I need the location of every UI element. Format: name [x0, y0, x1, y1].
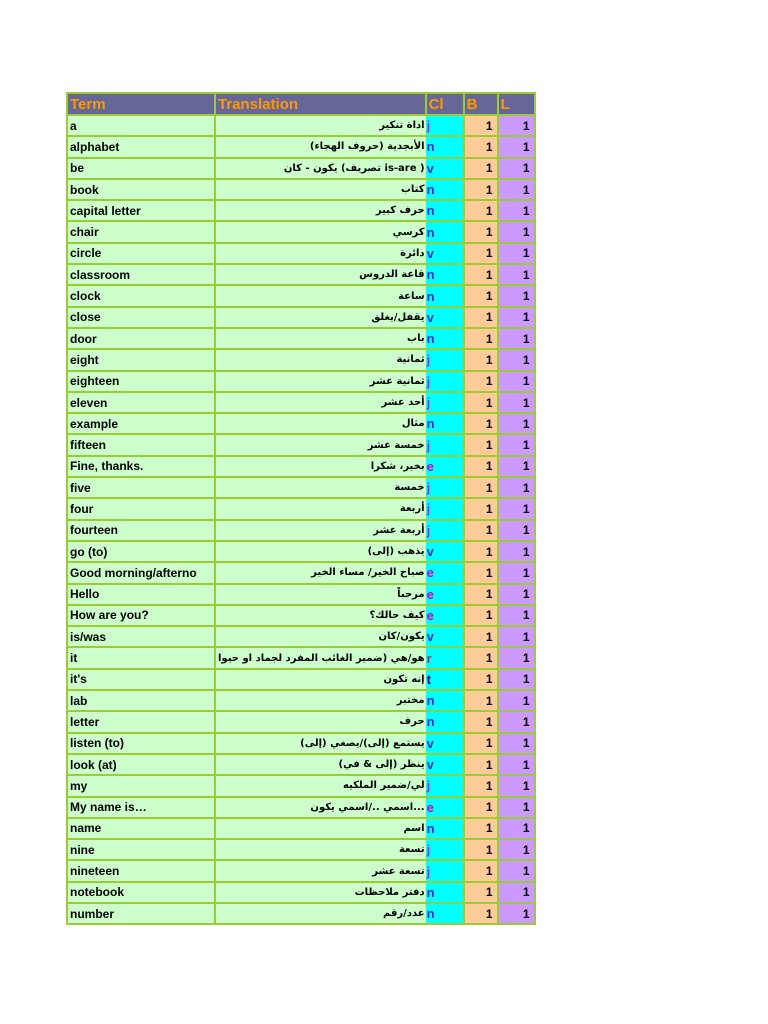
translation-cell: دائرة	[215, 243, 426, 264]
translation-cell: يكون/كان	[215, 626, 426, 647]
term-cell: it's	[67, 669, 215, 690]
b-cell: 1	[464, 903, 498, 924]
table-row	[67, 903, 535, 924]
translation-cell: أربعة	[215, 498, 426, 519]
b-cell: 1	[464, 392, 498, 413]
class-cell: e	[426, 605, 464, 626]
translation-cell: الأبجدية (حروف الهجاء)	[215, 136, 426, 157]
table-row	[67, 221, 535, 242]
b-cell: 1	[464, 349, 498, 370]
class-cell: n	[426, 328, 464, 349]
class-cell: j	[426, 498, 464, 519]
term-cell: a	[67, 115, 215, 136]
term-cell: How are you?	[67, 605, 215, 626]
b-cell: 1	[464, 307, 498, 328]
l-cell: 1	[498, 264, 535, 285]
translation-cell: دفتر ملاحظات	[215, 882, 426, 903]
header-b: B	[464, 93, 498, 115]
class-cell: j	[426, 775, 464, 796]
l-cell: 1	[498, 158, 535, 179]
l-cell: 1	[498, 605, 535, 626]
b-cell: 1	[464, 754, 498, 775]
translation-cell: إنه تكون	[215, 669, 426, 690]
l-cell: 1	[498, 754, 535, 775]
class-cell: v	[426, 243, 464, 264]
table-row	[67, 605, 535, 626]
translation-cell: هو/هي (ضمير الغائب المفرد لجماد او حيوا	[215, 647, 426, 668]
header-row	[67, 93, 535, 115]
l-cell: 1	[498, 818, 535, 839]
translation-cell: اسم	[215, 818, 426, 839]
translation-cell: ثمانية عشر	[215, 371, 426, 392]
table-row	[67, 392, 535, 413]
term-cell: notebook	[67, 882, 215, 903]
class-cell: n	[426, 818, 464, 839]
term-cell: be	[67, 158, 215, 179]
class-cell: j	[426, 115, 464, 136]
term-cell: example	[67, 413, 215, 434]
b-cell: 1	[464, 520, 498, 541]
term-cell: nineteen	[67, 860, 215, 881]
b-cell: 1	[464, 243, 498, 264]
translation-cell: باب	[215, 328, 426, 349]
translation-cell: عدد/رقم	[215, 903, 426, 924]
table-row	[67, 200, 535, 221]
term-cell: classroom	[67, 264, 215, 285]
header-class: Cl	[426, 93, 464, 115]
term-cell: listen (to)	[67, 733, 215, 754]
l-cell: 1	[498, 860, 535, 881]
b-cell: 1	[464, 562, 498, 583]
l-cell: 1	[498, 647, 535, 668]
l-cell: 1	[498, 626, 535, 647]
class-cell: n	[426, 690, 464, 711]
b-cell: 1	[464, 690, 498, 711]
table-row	[67, 562, 535, 583]
class-cell: e	[426, 584, 464, 605]
b-cell: 1	[464, 669, 498, 690]
table-row	[67, 690, 535, 711]
b-cell: 1	[464, 221, 498, 242]
l-cell: 1	[498, 797, 535, 818]
l-cell: 1	[498, 349, 535, 370]
translation-cell: كرسي	[215, 221, 426, 242]
l-cell: 1	[498, 584, 535, 605]
class-cell: n	[426, 903, 464, 924]
b-cell: 1	[464, 498, 498, 519]
class-cell: j	[426, 392, 464, 413]
translation-cell: قاعة الدروس	[215, 264, 426, 285]
class-cell: n	[426, 413, 464, 434]
class-cell: e	[426, 562, 464, 583]
class-cell: v	[426, 733, 464, 754]
l-cell: 1	[498, 669, 535, 690]
term-cell: My name is…	[67, 797, 215, 818]
table-row	[67, 647, 535, 668]
translation-cell: خمسة عشر	[215, 434, 426, 455]
l-cell: 1	[498, 882, 535, 903]
translation-cell: لي/ضمير الملكيه	[215, 775, 426, 796]
translation-cell: بخير، شكرا	[215, 456, 426, 477]
b-cell: 1	[464, 158, 498, 179]
translation-cell: مثال	[215, 413, 426, 434]
translation-cell: ساعة	[215, 285, 426, 306]
l-cell: 1	[498, 562, 535, 583]
term-cell: is/was	[67, 626, 215, 647]
l-cell: 1	[498, 200, 535, 221]
class-cell: e	[426, 797, 464, 818]
b-cell: 1	[464, 371, 498, 392]
translation-cell: اداة تنكير	[215, 115, 426, 136]
table-row	[67, 733, 535, 754]
term-cell: fourteen	[67, 520, 215, 541]
table-row	[67, 541, 535, 562]
b-cell: 1	[464, 456, 498, 477]
l-cell: 1	[498, 413, 535, 434]
term-cell: four	[67, 498, 215, 519]
table-row	[67, 584, 535, 605]
table-row	[67, 349, 535, 370]
translation-cell: ثمانية	[215, 349, 426, 370]
class-cell: j	[426, 477, 464, 498]
class-cell: n	[426, 221, 464, 242]
term-cell: Hello	[67, 584, 215, 605]
b-cell: 1	[464, 711, 498, 732]
table-row	[67, 711, 535, 732]
class-cell: j	[426, 371, 464, 392]
class-cell: v	[426, 626, 464, 647]
class-cell: j	[426, 434, 464, 455]
translation-cell: أحد عشر	[215, 392, 426, 413]
class-cell: v	[426, 541, 464, 562]
term-cell: eight	[67, 349, 215, 370]
term-cell: it	[67, 647, 215, 668]
class-cell: e	[426, 456, 464, 477]
term-cell: eighteen	[67, 371, 215, 392]
b-cell: 1	[464, 541, 498, 562]
translation-cell: ( is-are تصريف) يكون - كان	[215, 158, 426, 179]
l-cell: 1	[498, 690, 535, 711]
class-cell: r	[426, 647, 464, 668]
l-cell: 1	[498, 733, 535, 754]
b-cell: 1	[464, 413, 498, 434]
b-cell: 1	[464, 839, 498, 860]
header-translation: Translation	[215, 93, 426, 115]
table-row	[67, 434, 535, 455]
term-cell: chair	[67, 221, 215, 242]
b-cell: 1	[464, 775, 498, 796]
l-cell: 1	[498, 520, 535, 541]
term-cell: circle	[67, 243, 215, 264]
b-cell: 1	[464, 626, 498, 647]
l-cell: 1	[498, 711, 535, 732]
translation-cell: مرحباً	[215, 584, 426, 605]
table-row	[67, 179, 535, 200]
table-row	[67, 797, 535, 818]
table-row	[67, 115, 535, 136]
table-row	[67, 860, 535, 881]
class-cell: j	[426, 520, 464, 541]
table-row	[67, 371, 535, 392]
b-cell: 1	[464, 818, 498, 839]
translation-cell: ...اسمي ../اسمي يكون	[215, 797, 426, 818]
class-cell: n	[426, 264, 464, 285]
table-row	[67, 413, 535, 434]
table-row	[67, 498, 535, 519]
class-cell: t	[426, 669, 464, 690]
term-cell: capital letter	[67, 200, 215, 221]
l-cell: 1	[498, 903, 535, 924]
translation-cell: حرف كبير	[215, 200, 426, 221]
b-cell: 1	[464, 179, 498, 200]
l-cell: 1	[498, 307, 535, 328]
l-cell: 1	[498, 115, 535, 136]
l-cell: 1	[498, 179, 535, 200]
term-cell: book	[67, 179, 215, 200]
term-cell: door	[67, 328, 215, 349]
vocabulary-table	[66, 92, 536, 925]
term-cell: Fine, thanks.	[67, 456, 215, 477]
translation-cell: مختبر	[215, 690, 426, 711]
l-cell: 1	[498, 221, 535, 242]
l-cell: 1	[498, 541, 535, 562]
table-row	[67, 775, 535, 796]
l-cell: 1	[498, 498, 535, 519]
table-row	[67, 264, 535, 285]
table-row	[67, 158, 535, 179]
class-cell: v	[426, 158, 464, 179]
l-cell: 1	[498, 392, 535, 413]
class-cell: n	[426, 711, 464, 732]
l-cell: 1	[498, 477, 535, 498]
translation-cell: خمسة	[215, 477, 426, 498]
translation-cell: تسعة عشر	[215, 860, 426, 881]
b-cell: 1	[464, 797, 498, 818]
b-cell: 1	[464, 882, 498, 903]
table-row	[67, 477, 535, 498]
term-cell: go (to)	[67, 541, 215, 562]
class-cell: j	[426, 349, 464, 370]
class-cell: n	[426, 285, 464, 306]
l-cell: 1	[498, 839, 535, 860]
b-cell: 1	[464, 647, 498, 668]
l-cell: 1	[498, 434, 535, 455]
table-row	[67, 307, 535, 328]
translation-cell: حرف	[215, 711, 426, 732]
table-row	[67, 626, 535, 647]
l-cell: 1	[498, 456, 535, 477]
b-cell: 1	[464, 136, 498, 157]
class-cell: n	[426, 200, 464, 221]
translation-cell: تسعة	[215, 839, 426, 860]
b-cell: 1	[464, 200, 498, 221]
term-cell: alphabet	[67, 136, 215, 157]
b-cell: 1	[464, 733, 498, 754]
b-cell: 1	[464, 285, 498, 306]
term-cell: lab	[67, 690, 215, 711]
l-cell: 1	[498, 775, 535, 796]
table-row	[67, 669, 535, 690]
class-cell: n	[426, 136, 464, 157]
translation-cell: كتاب	[215, 179, 426, 200]
table-row	[67, 136, 535, 157]
term-cell: nine	[67, 839, 215, 860]
class-cell: n	[426, 882, 464, 903]
b-cell: 1	[464, 477, 498, 498]
table-row	[67, 882, 535, 903]
l-cell: 1	[498, 285, 535, 306]
term-cell: five	[67, 477, 215, 498]
header-term: Term	[67, 93, 215, 115]
l-cell: 1	[498, 371, 535, 392]
translation-cell: يستمع (إلى)/يصغي (إلى)	[215, 733, 426, 754]
table-row	[67, 328, 535, 349]
b-cell: 1	[464, 605, 498, 626]
table-row	[67, 754, 535, 775]
term-cell: close	[67, 307, 215, 328]
term-cell: letter	[67, 711, 215, 732]
b-cell: 1	[464, 328, 498, 349]
table-row	[67, 456, 535, 477]
table-row	[67, 520, 535, 541]
term-cell: fifteen	[67, 434, 215, 455]
table-row	[67, 285, 535, 306]
l-cell: 1	[498, 136, 535, 157]
b-cell: 1	[464, 434, 498, 455]
b-cell: 1	[464, 115, 498, 136]
header-l: L	[498, 93, 535, 115]
term-cell: name	[67, 818, 215, 839]
term-cell: clock	[67, 285, 215, 306]
class-cell: n	[426, 179, 464, 200]
class-cell: v	[426, 307, 464, 328]
b-cell: 1	[464, 584, 498, 605]
term-cell: eleven	[67, 392, 215, 413]
l-cell: 1	[498, 243, 535, 264]
translation-cell: ينظر (إلى & في)	[215, 754, 426, 775]
term-cell: Good morning/afterno	[67, 562, 215, 583]
translation-cell: يقفل/يغلق	[215, 307, 426, 328]
term-cell: number	[67, 903, 215, 924]
table-row	[67, 839, 535, 860]
l-cell: 1	[498, 328, 535, 349]
class-cell: j	[426, 860, 464, 881]
b-cell: 1	[464, 860, 498, 881]
translation-cell: كيف حالك؟	[215, 605, 426, 626]
table-row	[67, 818, 535, 839]
translation-cell: يذهب (إلى)	[215, 541, 426, 562]
term-cell: my	[67, 775, 215, 796]
b-cell: 1	[464, 264, 498, 285]
class-cell: j	[426, 839, 464, 860]
class-cell: v	[426, 754, 464, 775]
table-row	[67, 243, 535, 264]
translation-cell: أربعة عشر	[215, 520, 426, 541]
translation-cell: صباح الخير/ مساء الخير	[215, 562, 426, 583]
term-cell: look (at)	[67, 754, 215, 775]
